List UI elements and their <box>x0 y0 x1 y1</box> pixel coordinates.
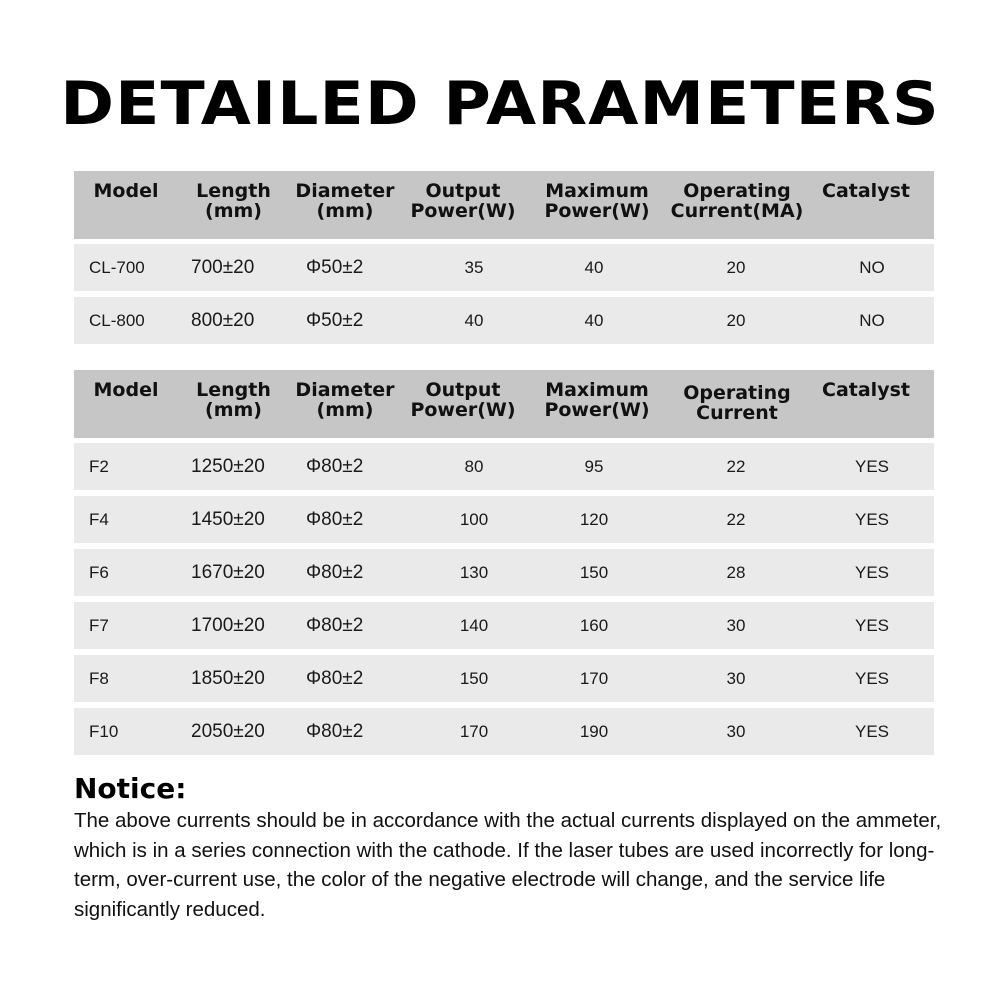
table-cell: F6 <box>89 562 109 582</box>
table-cell: YES <box>854 509 890 529</box>
table-cell: 800±20 <box>191 309 255 331</box>
table-cell: 28 <box>726 562 746 582</box>
table-cell: 22 <box>726 509 746 529</box>
table-cell: F7 <box>89 615 109 635</box>
header-line: Operating <box>683 382 791 404</box>
notice-text: The above currents should be in accordance with the actual currents displayed on the ammeter, which is in a series connection with the cathode. If the laser tubes are used incorrectly for long-term, over-current use, the color of the negative electrode will change, and the service life significantly reduced. <box>74 809 942 921</box>
table-cell: F4 <box>89 509 109 529</box>
table-row <box>74 602 934 649</box>
header-line: Model <box>93 379 159 401</box>
header-line: Catalyst <box>822 180 910 202</box>
header-line: (mm) <box>205 200 262 222</box>
header-line: Diameter <box>295 180 395 202</box>
header-cell <box>291 181 399 221</box>
header-line: Output <box>425 180 501 202</box>
table-cell: Φ80±2 <box>306 720 364 742</box>
table-cell: YES <box>854 721 890 741</box>
table-cell: 20 <box>726 310 746 330</box>
table-cell: CL-800 <box>89 310 145 330</box>
table-cell: 170 <box>459 721 489 741</box>
table-row <box>74 244 934 291</box>
table-cell: NO <box>859 257 885 277</box>
header-line: Output <box>425 379 501 401</box>
table-cell: 130 <box>459 562 489 582</box>
header-line: (mm) <box>316 399 374 421</box>
table-cell: 20 <box>726 257 746 277</box>
table-cell: 30 <box>726 721 746 741</box>
header-line: Current <box>696 402 778 424</box>
header-line: Maximum <box>545 180 649 202</box>
table-cell: 190 <box>579 721 609 741</box>
notice-title: Notice: <box>74 772 187 805</box>
table-cell: YES <box>854 562 890 582</box>
header-cell <box>91 380 161 400</box>
table-cell: F10 <box>89 721 119 741</box>
header-line: Length <box>196 379 271 401</box>
table-cell: 30 <box>726 615 746 635</box>
table-cell: 40 <box>464 310 484 330</box>
table-cell: YES <box>854 668 890 688</box>
table-cell: Φ80±2 <box>306 455 364 477</box>
table-cell: Φ80±2 <box>306 614 364 636</box>
table-cell: 1700±20 <box>191 614 265 636</box>
table-cell: Φ50±2 <box>306 256 364 278</box>
header-cell <box>537 380 657 420</box>
table-cell: 1450±20 <box>191 508 265 530</box>
table-row <box>74 496 934 543</box>
header-line: Power(W) <box>410 200 516 222</box>
table-header <box>74 370 934 438</box>
table-cell: 160 <box>579 615 609 635</box>
header-cell <box>291 380 399 420</box>
header-cell <box>816 380 916 400</box>
table-cell: 150 <box>579 562 609 582</box>
table-cell: YES <box>854 456 890 476</box>
header-cell <box>408 380 518 420</box>
header-line: Length <box>196 180 271 202</box>
table-cell: NO <box>859 310 885 330</box>
table-cell: Φ80±2 <box>306 508 364 530</box>
table-header <box>74 171 934 239</box>
table-cell: F2 <box>89 456 109 476</box>
table-cell: 30 <box>726 668 746 688</box>
header-cell <box>664 181 810 221</box>
header-cell <box>408 181 518 221</box>
header-line: Maximum <box>545 379 649 401</box>
header-line: Current(MA) <box>670 200 804 222</box>
table-row <box>74 655 934 702</box>
table-cell: 1250±20 <box>191 455 265 477</box>
table-cell: 150 <box>459 668 489 688</box>
table-row <box>74 549 934 596</box>
table-cell: Φ80±2 <box>306 667 364 689</box>
header-line: Catalyst <box>822 379 910 401</box>
table-cell: 170 <box>579 668 609 688</box>
table-cell: 35 <box>464 257 484 277</box>
header-cell <box>816 181 916 201</box>
header-line: (mm) <box>316 200 374 222</box>
header-line: Diameter <box>295 379 395 401</box>
table-cell: 80 <box>464 456 484 476</box>
header-line: (mm) <box>205 399 262 421</box>
table-cell: YES <box>854 615 890 635</box>
table-cell: 100 <box>459 509 489 529</box>
header-cell <box>537 181 657 221</box>
header-cell <box>664 383 810 423</box>
table-cell: CL-700 <box>89 257 145 277</box>
header-cell <box>91 181 161 201</box>
table-cell: 120 <box>579 509 609 529</box>
table-cell: 1670±20 <box>191 561 265 583</box>
table-cell: 40 <box>584 310 604 330</box>
table-cell: 2050±20 <box>191 720 265 742</box>
table-cell: 1850±20 <box>191 667 265 689</box>
header-line: Operating <box>683 180 791 202</box>
header-line: Power(W) <box>410 399 516 421</box>
table-cell: 140 <box>459 615 489 635</box>
table-cell: Φ80±2 <box>306 561 364 583</box>
table-cell: Φ50±2 <box>306 309 364 331</box>
header-line: Power(W) <box>544 399 650 421</box>
table-row <box>74 297 934 344</box>
table-cell: 40 <box>584 257 604 277</box>
table-cell: F8 <box>89 668 109 688</box>
table-cell: 22 <box>726 456 746 476</box>
header-cell <box>186 380 281 420</box>
header-line: Power(W) <box>544 200 650 222</box>
header-cell <box>186 181 281 221</box>
page-title: DETAILED PARAMETERS <box>60 69 940 139</box>
table-row <box>74 443 934 490</box>
table-row <box>74 708 934 755</box>
header-line: Model <box>93 180 159 202</box>
table-cell: 700±20 <box>191 256 255 278</box>
table-cell: 95 <box>584 456 604 476</box>
